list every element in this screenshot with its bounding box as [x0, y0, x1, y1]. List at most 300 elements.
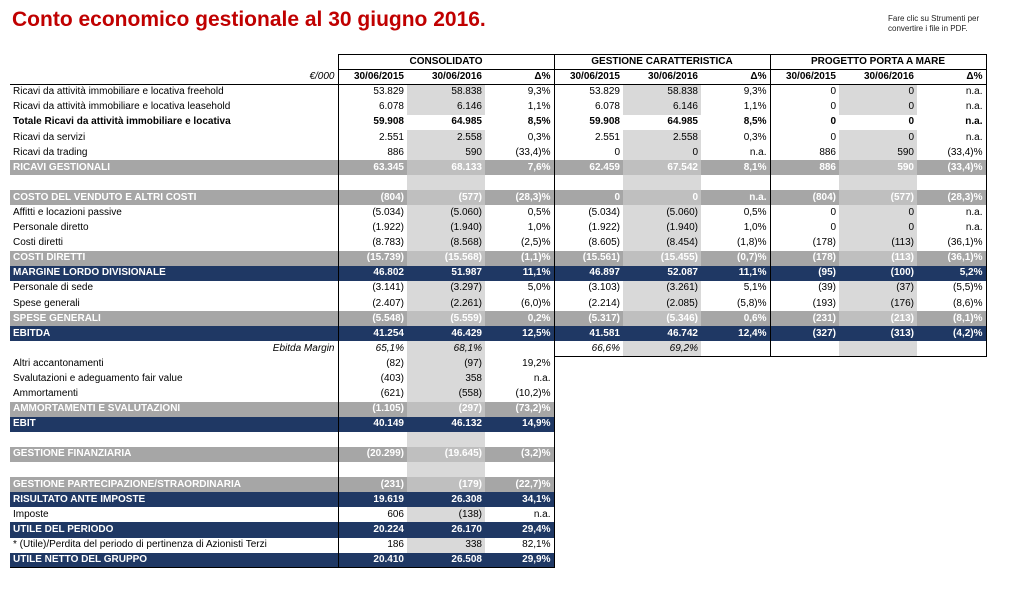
table-row — [10, 326, 986, 341]
table-row — [10, 85, 986, 100]
value-cell: (5.346) — [623, 311, 701, 326]
value-cell: 0 — [554, 190, 623, 205]
empty-cell — [701, 538, 770, 553]
value-cell: 29,4% — [485, 522, 554, 537]
col-header: 30/06/2015 — [554, 70, 623, 85]
table-row — [10, 115, 986, 130]
empty-cell — [623, 447, 701, 462]
value-cell: 1,0% — [485, 221, 554, 236]
value-cell: 0 — [770, 100, 839, 115]
value-cell: 82,1% — [485, 538, 554, 553]
table-row — [10, 356, 986, 371]
empty-cell — [839, 432, 917, 447]
table-row — [10, 130, 986, 145]
value-cell: 52.087 — [623, 266, 701, 281]
value-cell: (403) — [338, 371, 407, 386]
value-cell: 0,3% — [485, 130, 554, 145]
value-cell: 11,1% — [701, 266, 770, 281]
value-cell: (2,5)% — [485, 236, 554, 251]
value-cell: 9,3% — [485, 85, 554, 100]
empty-cell — [701, 507, 770, 522]
value-cell: 1,0% — [701, 221, 770, 236]
value-cell: 0 — [839, 221, 917, 236]
value-cell: 20.224 — [338, 522, 407, 537]
value-cell — [917, 175, 986, 190]
empty-cell — [701, 492, 770, 507]
value-cell: (37) — [839, 281, 917, 296]
empty-cell — [701, 477, 770, 492]
value-cell: 358 — [407, 371, 485, 386]
empty-cell — [770, 402, 839, 417]
row-label: Personale diretto — [13, 222, 89, 234]
row-label: EBITDA — [10, 326, 338, 341]
empty-cell — [701, 553, 770, 568]
empty-cell — [917, 371, 986, 386]
empty-cell — [770, 522, 839, 537]
pdf-conversion-note: Fare clic su Strumenti per convertire i file in PDF. — [888, 14, 980, 33]
value-cell: 8,5% — [485, 115, 554, 130]
value-cell: (213) — [839, 311, 917, 326]
empty-cell — [770, 387, 839, 402]
group-header-row — [10, 55, 986, 70]
value-cell: 53.829 — [554, 85, 623, 100]
value-cell: 59.908 — [338, 115, 407, 130]
empty-cell — [623, 522, 701, 537]
row-label: EBIT — [10, 417, 338, 432]
value-cell — [701, 175, 770, 190]
unit-label: €/000 — [10, 70, 338, 85]
value-cell: 19,2% — [485, 356, 554, 371]
value-cell — [917, 341, 986, 356]
value-cell: (8,6)% — [917, 296, 986, 311]
table-row — [10, 432, 986, 447]
value-cell: (1.940) — [407, 221, 485, 236]
value-cell: 67.542 — [623, 160, 701, 175]
value-cell: n.a. — [701, 145, 770, 160]
value-cell: (3.297) — [407, 281, 485, 296]
col-header: Δ% — [485, 70, 554, 85]
empty-cell — [839, 387, 917, 402]
empty-cell — [770, 507, 839, 522]
value-cell: (2.085) — [623, 296, 701, 311]
table-row — [10, 447, 986, 462]
row-label: UTILE NETTO DEL GRUPPO — [10, 553, 338, 568]
value-cell — [701, 341, 770, 356]
value-cell: n.a. — [485, 507, 554, 522]
empty-cell — [623, 417, 701, 432]
value-cell: 68,1% — [407, 341, 485, 356]
value-cell: (22,7)% — [485, 477, 554, 492]
empty-cell — [839, 356, 917, 371]
value-cell — [338, 432, 407, 447]
value-cell: (4,2)% — [917, 326, 986, 341]
value-cell — [407, 462, 485, 477]
table-row — [10, 266, 986, 281]
empty-cell — [554, 492, 623, 507]
value-cell: 8,5% — [701, 115, 770, 130]
value-cell: 6.146 — [623, 100, 701, 115]
value-cell: 69,2% — [623, 341, 701, 356]
value-cell: 12,5% — [485, 326, 554, 341]
empty-cell — [839, 371, 917, 386]
value-cell: 0,2% — [485, 311, 554, 326]
table-row — [10, 160, 986, 175]
value-cell: 0 — [839, 100, 917, 115]
table-row — [10, 251, 986, 266]
value-cell: (558) — [407, 387, 485, 402]
empty-cell — [839, 522, 917, 537]
empty-cell — [917, 477, 986, 492]
table-row — [10, 236, 986, 251]
value-cell: (33,4)% — [917, 160, 986, 175]
value-cell: 0 — [839, 85, 917, 100]
value-cell: (3.141) — [338, 281, 407, 296]
value-cell: (28,3)% — [485, 190, 554, 205]
empty-cell — [917, 356, 986, 371]
value-cell — [623, 175, 701, 190]
value-cell: 6.146 — [407, 100, 485, 115]
value-cell: 6.078 — [554, 100, 623, 115]
value-cell: n.a. — [917, 221, 986, 236]
value-cell: 0 — [770, 205, 839, 220]
row-label: Altri accantonamenti — [13, 357, 104, 369]
empty-cell — [554, 356, 623, 371]
value-cell: 590 — [839, 160, 917, 175]
value-cell: 46.132 — [407, 417, 485, 432]
value-cell — [485, 432, 554, 447]
value-cell: 53.829 — [338, 85, 407, 100]
empty-cell — [839, 553, 917, 568]
value-cell: (577) — [839, 190, 917, 205]
value-cell: (5,8)% — [701, 296, 770, 311]
value-cell: 59.908 — [554, 115, 623, 130]
value-cell: 0 — [770, 115, 839, 130]
row-label: Ebitda Margin — [272, 342, 335, 354]
table-row — [10, 175, 986, 190]
empty-cell — [770, 477, 839, 492]
empty-cell — [839, 462, 917, 477]
table-row — [10, 507, 986, 522]
empty-cell — [770, 371, 839, 386]
value-cell: 8,1% — [701, 160, 770, 175]
value-cell: (100) — [839, 266, 917, 281]
empty-cell — [623, 477, 701, 492]
value-cell: (5.060) — [623, 205, 701, 220]
row-label: Ricavi da trading — [13, 146, 88, 158]
value-cell: 41.254 — [338, 326, 407, 341]
value-cell: (5.034) — [338, 205, 407, 220]
group-header-progetto-porta-a-mare: PROGETTO PORTA A MARE — [770, 55, 986, 70]
value-cell: 0 — [839, 130, 917, 145]
empty-cell — [917, 462, 986, 477]
value-cell: (5.559) — [407, 311, 485, 326]
empty-cell — [917, 417, 986, 432]
empty-cell — [554, 553, 623, 568]
col-header: 30/06/2016 — [623, 70, 701, 85]
value-cell: 62.459 — [554, 160, 623, 175]
empty-cell — [917, 492, 986, 507]
empty-cell — [701, 432, 770, 447]
empty-cell — [917, 553, 986, 568]
value-cell: 46.742 — [623, 326, 701, 341]
empty-cell — [623, 507, 701, 522]
empty-cell — [623, 432, 701, 447]
column-header-row — [10, 70, 986, 85]
value-cell: 7,6% — [485, 160, 554, 175]
value-cell: 186 — [338, 538, 407, 553]
col-header: 30/06/2016 — [407, 70, 485, 85]
value-cell: 11,1% — [485, 266, 554, 281]
empty-cell — [623, 492, 701, 507]
value-cell: 0 — [623, 145, 701, 160]
value-cell: 0 — [623, 190, 701, 205]
empty-cell — [770, 538, 839, 553]
header-spacer — [10, 55, 338, 70]
row-label: Totale Ricavi da attività immobiliare e locativa — [13, 116, 231, 128]
value-cell: 0,3% — [701, 130, 770, 145]
table-row — [10, 371, 986, 386]
value-cell: 26.308 — [407, 492, 485, 507]
value-cell: 590 — [407, 145, 485, 160]
value-cell: (8.568) — [407, 236, 485, 251]
row-label: SPESE GENERALI — [10, 311, 338, 326]
value-cell: n.a. — [701, 190, 770, 205]
empty-cell — [554, 432, 623, 447]
value-cell: 0,6% — [701, 311, 770, 326]
table-row — [10, 522, 986, 537]
value-cell: 5,0% — [485, 281, 554, 296]
value-cell — [338, 462, 407, 477]
empty-cell — [839, 492, 917, 507]
value-cell: (20.299) — [338, 447, 407, 462]
empty-cell — [839, 477, 917, 492]
value-cell: 20.410 — [338, 553, 407, 568]
empty-cell — [554, 462, 623, 477]
value-cell: (36,1)% — [917, 236, 986, 251]
value-cell: 51.987 — [407, 266, 485, 281]
table-row — [10, 205, 986, 220]
value-cell: 29,9% — [485, 553, 554, 568]
table-row — [10, 417, 986, 432]
value-cell: 0,5% — [701, 205, 770, 220]
value-cell: 0 — [554, 145, 623, 160]
value-cell: n.a. — [917, 85, 986, 100]
empty-cell — [554, 538, 623, 553]
empty-cell — [839, 447, 917, 462]
value-cell: (8.783) — [338, 236, 407, 251]
empty-cell — [623, 356, 701, 371]
value-cell: (28,3)% — [917, 190, 986, 205]
value-cell — [485, 175, 554, 190]
table-row — [10, 145, 986, 160]
row-label: MARGINE LORDO DIVISIONALE — [10, 266, 338, 281]
row-label: Svalutazioni e adeguamento fair value — [13, 373, 183, 385]
value-cell: 0 — [770, 130, 839, 145]
row-label: UTILE DEL PERIODO — [10, 522, 338, 537]
empty-cell — [839, 402, 917, 417]
table-row — [10, 341, 986, 356]
value-cell: 606 — [338, 507, 407, 522]
col-header: 30/06/2015 — [338, 70, 407, 85]
table-row — [10, 462, 986, 477]
row-label: RISULTATO ANTE IMPOSTE — [10, 492, 338, 507]
value-cell: (804) — [770, 190, 839, 205]
value-cell: (804) — [338, 190, 407, 205]
value-cell: 65,1% — [338, 341, 407, 356]
value-cell: (6,0)% — [485, 296, 554, 311]
empty-cell — [623, 553, 701, 568]
value-cell: 0 — [908, 116, 914, 128]
value-cell: (5.548) — [338, 311, 407, 326]
empty-cell — [917, 402, 986, 417]
empty-cell — [554, 522, 623, 537]
value-cell: 886 — [338, 145, 407, 160]
empty-cell — [623, 402, 701, 417]
row-label: Ricavi da attività immobiliare e locativa leasehold — [13, 101, 231, 113]
empty-cell — [770, 432, 839, 447]
value-cell: 58.838 — [623, 85, 701, 100]
value-cell: n.a. — [917, 205, 986, 220]
value-cell: n.a. — [485, 371, 554, 386]
empty-cell — [917, 507, 986, 522]
value-cell: (113) — [839, 236, 917, 251]
value-cell: (5.034) — [554, 205, 623, 220]
table-row — [10, 190, 986, 205]
row-label: GESTIONE FINANZIARIA — [10, 447, 338, 462]
value-cell: (15.561) — [554, 251, 623, 266]
col-header: 30/06/2015 — [770, 70, 839, 85]
value-cell: 12,4% — [701, 326, 770, 341]
value-cell — [554, 175, 623, 190]
row-label — [10, 175, 338, 190]
row-label — [10, 462, 338, 477]
empty-cell — [917, 447, 986, 462]
empty-cell — [770, 553, 839, 568]
value-cell: (3.103) — [554, 281, 623, 296]
empty-cell — [839, 417, 917, 432]
value-cell: (297) — [407, 402, 485, 417]
value-cell: (1.922) — [338, 221, 407, 236]
value-cell: (327) — [770, 326, 839, 341]
empty-cell — [770, 417, 839, 432]
empty-cell — [701, 447, 770, 462]
empty-cell — [917, 432, 986, 447]
table-row — [10, 538, 986, 553]
table-row — [10, 477, 986, 492]
empty-cell — [623, 387, 701, 402]
value-cell: (2.407) — [338, 296, 407, 311]
row-label — [10, 432, 338, 447]
empty-cell — [554, 387, 623, 402]
value-cell: (176) — [839, 296, 917, 311]
value-cell: 64.985 — [667, 116, 698, 128]
row-label: COSTI DIRETTI — [10, 251, 338, 266]
value-cell: 2.558 — [407, 130, 485, 145]
empty-cell — [701, 387, 770, 402]
value-cell: (33,4)% — [485, 145, 554, 160]
value-cell: n.a. — [917, 130, 986, 145]
value-cell: (97) — [407, 356, 485, 371]
value-cell: (8.605) — [554, 236, 623, 251]
value-cell: 46.897 — [554, 266, 623, 281]
row-label: Ricavi da servizi — [13, 131, 86, 143]
row-label: Affitti e locazioni passive — [13, 206, 122, 218]
row-label: RICAVI GESTIONALI — [10, 160, 338, 175]
value-cell: 40.149 — [338, 417, 407, 432]
value-cell: 68.133 — [407, 160, 485, 175]
value-cell — [338, 175, 407, 190]
value-cell: (8.454) — [623, 236, 701, 251]
value-cell — [839, 341, 917, 356]
empty-cell — [554, 447, 623, 462]
value-cell: 2.551 — [338, 130, 407, 145]
value-cell: (8,1)% — [917, 311, 986, 326]
empty-cell — [623, 462, 701, 477]
col-header: Δ% — [917, 70, 986, 85]
table-row — [10, 221, 986, 236]
row-label: Imposte — [13, 508, 49, 520]
value-cell — [770, 175, 839, 190]
value-cell: 2.551 — [554, 130, 623, 145]
value-cell: (621) — [338, 387, 407, 402]
value-cell: (231) — [770, 311, 839, 326]
value-cell: 14,9% — [485, 417, 554, 432]
value-cell: (313) — [839, 326, 917, 341]
value-cell — [485, 341, 554, 356]
value-cell: (138) — [407, 507, 485, 522]
row-label: * (Utile)/Perdita del periodo di pertinenza di Azionisti Terzi — [13, 539, 267, 551]
value-cell — [839, 175, 917, 190]
value-cell: 64.985 — [451, 116, 482, 128]
group-header-gestione-caratteristica: GESTIONE CARATTERISTICA — [554, 55, 770, 70]
empty-cell — [701, 462, 770, 477]
table-row — [10, 553, 986, 568]
value-cell: (5,5)% — [917, 281, 986, 296]
empty-cell — [839, 538, 917, 553]
value-cell: 26.170 — [407, 522, 485, 537]
empty-cell — [701, 522, 770, 537]
value-cell: (10,2)% — [485, 387, 554, 402]
table-row — [10, 296, 986, 311]
empty-cell — [701, 402, 770, 417]
value-cell: (1.922) — [554, 221, 623, 236]
value-cell: (15.739) — [338, 251, 407, 266]
value-cell: 1,1% — [485, 100, 554, 115]
empty-cell — [554, 417, 623, 432]
value-cell: (1,1)% — [485, 251, 554, 266]
value-cell: (2.261) — [407, 296, 485, 311]
value-cell: 63.345 — [338, 160, 407, 175]
group-header-consolidato: CONSOLIDATO — [338, 55, 554, 70]
value-cell: (36,1)% — [917, 251, 986, 266]
value-cell: n.a. — [917, 100, 986, 115]
row-label: Costi diretti — [13, 237, 64, 249]
value-cell: 6.078 — [338, 100, 407, 115]
empty-cell — [770, 462, 839, 477]
value-cell: 1,1% — [701, 100, 770, 115]
value-cell: 26.508 — [407, 553, 485, 568]
value-cell: (3,2)% — [485, 447, 554, 462]
row-label: AMMORTAMENTI E SVALUTAZIONI — [10, 402, 338, 417]
value-cell: 9,3% — [701, 85, 770, 100]
value-cell — [485, 462, 554, 477]
table-row — [10, 387, 986, 402]
value-cell: (5.060) — [407, 205, 485, 220]
value-cell — [407, 175, 485, 190]
value-cell: 5,1% — [701, 281, 770, 296]
value-cell: (1,8)% — [701, 236, 770, 251]
value-cell: (193) — [770, 296, 839, 311]
